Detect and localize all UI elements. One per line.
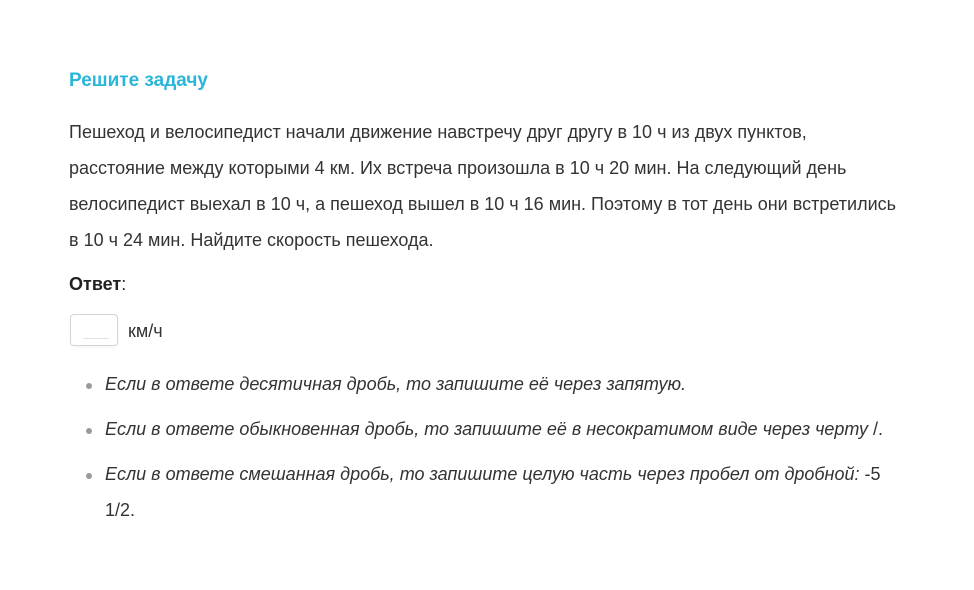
- answer-label: [69, 272, 126, 296]
- problem-line: Пешеход и велосипедист начали движение навстречу друг другу в 10 ч из двух пунктов,: [69, 122, 807, 142]
- hint-item: [86, 366, 906, 402]
- hint-text: Если в ответе десятичная дробь, то запишите её через запятую.: [105, 374, 686, 394]
- bullet-icon: [86, 383, 92, 389]
- answer-label-colon: :: [121, 274, 127, 294]
- hint-item: [86, 411, 906, 447]
- answer-input[interactable]: [70, 314, 118, 346]
- answer-row: [70, 313, 163, 349]
- problem-line: велосипедист выехал в 10 ч, а пешеход вышел в 10 ч 16 мин. Поэтому в тот день они встретились: [69, 194, 896, 214]
- answer-input-wrapper: [70, 314, 120, 348]
- problem-line: расстояние между которыми 4 км. Их встреча произошла в 10 ч 20 мин. На следующий день: [69, 158, 847, 178]
- hint-text: Если в ответе смешанная дробь, то запишите целую часть через пробел от дробной:: [105, 464, 860, 484]
- problem-line: в 10 ч 24 мин. Найдите скорость пешехода.: [69, 230, 434, 250]
- answer-label-text: Ответ: [69, 274, 122, 294]
- input-underline: [83, 338, 109, 339]
- hint-extra: -5 1/2.: [105, 464, 881, 520]
- hints-list: [86, 366, 906, 537]
- problem-text: [69, 114, 909, 258]
- bullet-icon: [86, 428, 92, 434]
- bullet-icon: [86, 473, 92, 479]
- hint-item: [86, 456, 906, 528]
- task-title: Решите задачу: [69, 70, 208, 91]
- answer-unit: км/ч: [128, 320, 163, 341]
- hint-text: Если в ответе обыкновенная дробь, то запишите её в несократимом виде через черту: [105, 419, 869, 439]
- hint-extra: /.: [868, 419, 884, 439]
